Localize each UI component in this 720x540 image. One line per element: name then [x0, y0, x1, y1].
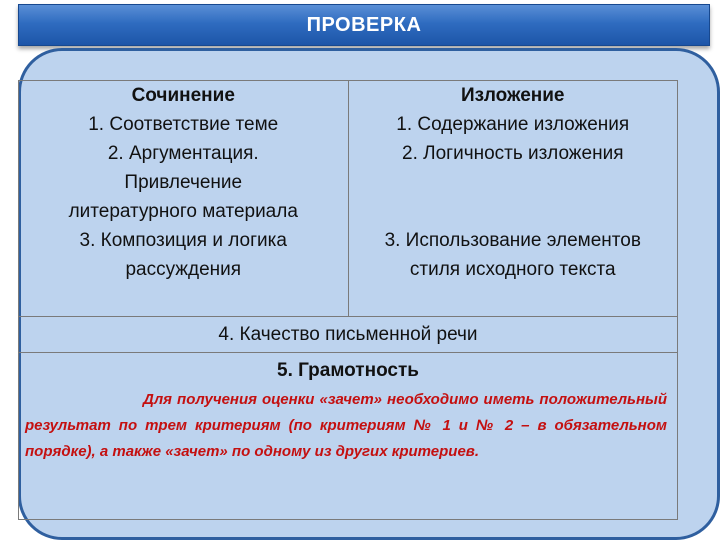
essay-criterion-3-line-1: 3. Композиция и логика	[79, 230, 287, 251]
summary-criterion-3-line-1: 3. Использование элементов	[384, 230, 641, 251]
essay-criterion-1: 1. Соответствие теме	[88, 114, 279, 135]
criteria-table	[18, 80, 678, 520]
page-title: ПРОВЕРКА	[306, 13, 422, 36]
grading-note: Для получения оценки «зачет» необходимо иметь положительный результат по трем критериям (по критериям № 1 и № 2 – в обязательном порядке), а также «зачет» по одному из других критериев.	[25, 391, 667, 460]
summary-header: Изложение	[460, 85, 565, 106]
essay-header: Сочинение	[131, 85, 235, 106]
literacy-criterion: 5. Грамотность	[277, 360, 419, 381]
essay-criterion-3-line-2: рассуждения	[125, 259, 242, 280]
essay-criterion-2-line-3: литературного материала	[68, 201, 298, 222]
essay-criterion-2-line-1: 2. Аргументация.	[107, 143, 259, 164]
essay-column	[19, 81, 349, 317]
summary-spacer	[349, 168, 678, 226]
essay-criterion-2-line-2: Привлечение	[124, 172, 243, 193]
summary-column	[348, 81, 678, 317]
title-bar	[18, 4, 710, 46]
quality-criterion: 4. Качество письменной речи	[218, 324, 478, 345]
summary-criterion-3-line-2: стиля исходного текста	[409, 259, 616, 280]
summary-criterion-2: 2. Логичность изложения	[402, 143, 624, 164]
quality-row	[19, 317, 678, 353]
summary-criterion-1: 1. Содержание изложения	[396, 114, 630, 135]
literacy-row	[19, 353, 678, 520]
